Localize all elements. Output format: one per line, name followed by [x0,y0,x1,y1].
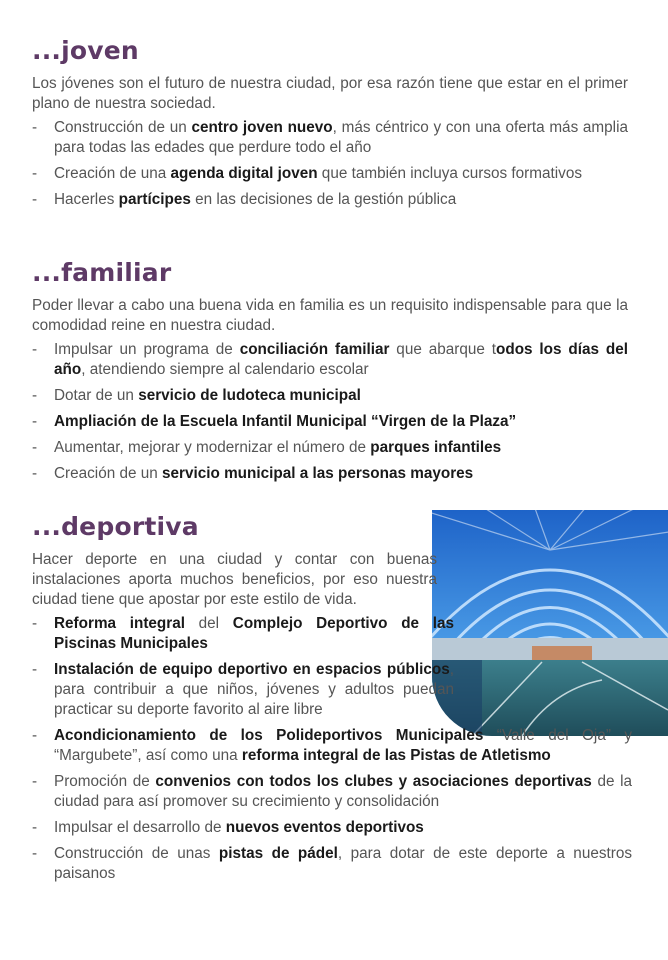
list-item [32,340,628,380]
bullet-dash: - [32,191,38,208]
section-title-familiar: ...familiar [32,258,172,287]
list-item [32,386,628,406]
list-item-text: de la ciudad para así promover su crecimiento y consolidación [54,773,633,810]
list-item [32,772,632,812]
bullet-dash: - [32,341,38,358]
list-item-bold-text: odos los días del año [54,341,629,378]
bullet-dash: - [32,661,38,678]
list-item-text: , atendiendo siempre al calendario escolar [81,361,369,378]
list-item [32,614,454,654]
list-item [32,164,628,184]
bullet-dash: - [32,615,38,632]
bullet-dash: - [32,413,38,430]
section-title-deportiva: ...deportiva [32,512,199,541]
section-joven [32,36,628,216]
bullet-dash: - [32,845,38,862]
list-joven [32,118,628,210]
bullet-dash: - [32,727,38,744]
section-title-joven: ...joven [32,36,139,65]
list-item-bold-text: nuevos eventos deportivos [225,819,424,836]
list-familiar [32,340,628,484]
list-item [32,118,628,158]
list-item-text: “Valle del Oja” y “Margubete”, así como una [54,727,632,764]
list-item-text: , para dotar de este deporte a nuestros paisanos [54,845,632,882]
list-item-text: en las decisiones de la gestión pública [190,191,457,208]
list-item-text: del [184,615,233,632]
list-item [32,844,632,884]
list-item-bold-text: Complejo Deportivo de las Piscinas Municipales [54,615,454,652]
list-item-bold-text: centro joven nuevo [191,119,333,136]
bullet-dash: - [32,439,38,456]
list-item [32,438,628,458]
list-item-text: Dotar de un [54,387,139,404]
list-item-bold-text: convenios con todos los clubes y asociaciones deportivas [155,773,592,790]
list-item-bold-text: parques infantiles [370,439,502,456]
list-item-bold-text: Acondicionamiento de los Polideportivos Municipales [54,727,484,744]
list-item-text: Promoción de [54,773,156,790]
list-item-text: Aumentar, mejorar y modernizar el número de [54,439,371,456]
list-item-bold-text: Instalación de equipo deportivo en espacios públicos [54,661,450,678]
list-item-text: que también incluya cursos formativos [317,165,582,182]
section-intro-familiar: Poder llevar a cabo una buena vida en familia es un requisito indispensable para que la comodidad reine en nuestra ciudad. [32,297,628,334]
list-item [32,190,628,210]
list-item-text: , más céntrico y con una oferta más amplia para todas las edades que perdure todo el año [54,119,628,156]
section-intro-joven: Los jóvenes son el futuro de nuestra ciudad, por esa razón tiene que estar en el primer plano de nuestra sociedad. [32,75,628,112]
list-item-text: , para contribuir a que niños, jóvenes y adultos puedan practicar su deporte favorito al aire libre [54,661,454,718]
list-item-text: Impulsar un programa de [54,341,240,358]
list-deportiva [32,614,632,884]
list-item-bold-text: reforma integral de las Pistas de Atletismo [241,747,551,764]
list-item-bold-text: Ampliación de la Escuela Infantil Municipal “Virgen de la Plaza” [54,413,517,430]
list-item [32,660,454,720]
bullet-dash: - [32,465,38,482]
bullet-dash: - [32,119,38,136]
list-item-text: Impulsar el desarrollo de [54,819,226,836]
list-item-bold-text: pistas de pádel [218,845,338,862]
list-item-text: Construcción de unas [54,845,219,862]
list-item-text: Construcción de un [54,119,192,136]
bullet-dash: - [32,165,38,182]
list-item-bold-text: conciliación familiar [239,341,390,358]
list-item-text: que abarque t [389,341,496,358]
list-item-bold-text: agenda digital joven [170,165,318,182]
section-intro-deportiva: Hacer deporte en una ciudad y contar con buenas instalaciones aporta muchos beneficios, por eso nuestra ciudad tiene que apostar por este estilo de vida. [32,551,437,608]
bullet-dash: - [32,819,38,836]
list-item-bold-text: servicio de ludoteca municipal [138,387,361,404]
bullet-dash: - [32,387,38,404]
list-item-bold-text: servicio municipal a las personas mayores [162,465,474,482]
list-item [32,726,632,766]
list-item-bold-text: Reforma integral [54,615,185,632]
section-deportiva [32,512,632,890]
list-item-text: Creación de un [54,465,162,482]
list-item-text: Creación de una [54,165,171,182]
list-item [32,818,632,838]
list-item [32,412,628,432]
list-item-text: Hacerles [54,191,119,208]
bullet-dash: - [32,773,38,790]
list-item-bold-text: partícipes [118,191,191,208]
section-familiar [32,258,628,490]
list-item [32,464,628,484]
